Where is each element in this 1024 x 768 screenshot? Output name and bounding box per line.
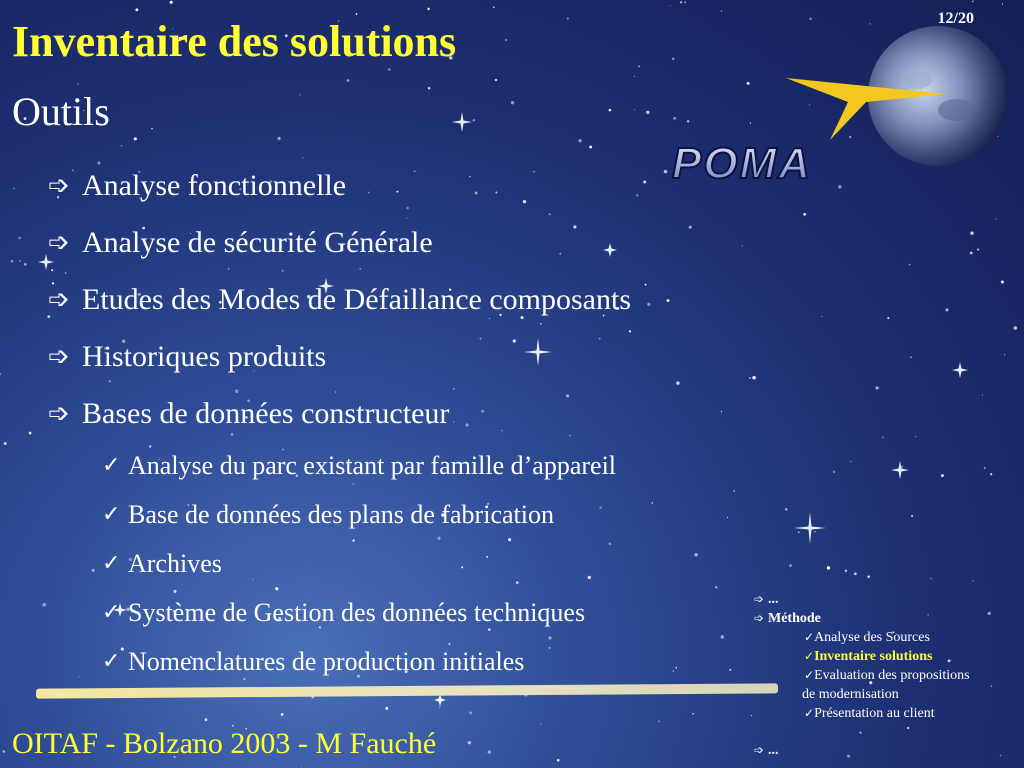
footer-text: OITAF - Bolzano 2003 - M Fauché bbox=[12, 727, 437, 760]
list-item: ➩ Analyse fonctionnelle bbox=[48, 164, 631, 221]
check-icon: ✓ bbox=[102, 551, 121, 576]
hand-arrow-icon: ➩ bbox=[48, 285, 70, 315]
slide-number: 12/20 bbox=[937, 10, 974, 27]
check-icon: ✓ bbox=[804, 668, 815, 682]
hand-arrow-icon: ➩ bbox=[48, 399, 70, 429]
check-icon: ✓ bbox=[804, 649, 815, 663]
list-item: ➩ Bases de données constructeur bbox=[48, 392, 631, 449]
check-icon: ✓ bbox=[804, 630, 815, 644]
nav-item-evaluation-cont: de modernisation bbox=[802, 687, 899, 702]
check-icon: ✓ bbox=[804, 706, 815, 720]
hand-arrow-icon: ➩ bbox=[754, 592, 765, 606]
check-icon: ✓ bbox=[102, 453, 121, 478]
hand-arrow-icon: ➩ bbox=[48, 342, 70, 372]
hand-arrow-icon: ➩ bbox=[754, 743, 765, 757]
nav-item-next[interactable]: ➩ ... bbox=[754, 743, 779, 758]
navigation-outline bbox=[748, 590, 970, 760]
list-item: ➩ Historiques produits bbox=[48, 335, 631, 392]
check-icon: ✓ bbox=[102, 600, 121, 625]
nav-item-evaluation[interactable]: ✓Evaluation des propositions bbox=[804, 668, 970, 683]
poma-logo bbox=[666, 18, 1006, 194]
sub-bullet-list bbox=[102, 446, 616, 691]
nav-item-sources[interactable]: ✓Analyse des Sources bbox=[804, 630, 930, 645]
nav-item-inventaire[interactable]: ✓Inventaire solutions bbox=[804, 649, 933, 664]
nav-item-previous[interactable]: ➩ ... bbox=[754, 592, 779, 607]
hand-arrow-icon: ➩ bbox=[754, 611, 765, 625]
list-item: ➩ Analyse de sécurité Générale bbox=[48, 221, 631, 278]
logo-wordmark: POMA bbox=[672, 139, 812, 188]
check-icon: ✓ bbox=[102, 502, 121, 527]
list-item: ✓ Système de Gestion des données techniques bbox=[102, 593, 616, 642]
hand-arrow-icon: ➩ bbox=[48, 228, 70, 258]
list-item: ✓ Analyse du parc existant par famille d’appareil bbox=[102, 446, 616, 495]
list-item: ✓ Archives bbox=[102, 544, 616, 593]
slide-subtitle: Outils bbox=[12, 89, 110, 134]
nav-item-presentation[interactable]: ✓Présentation au client bbox=[804, 706, 935, 721]
hand-arrow-icon: ➩ bbox=[48, 171, 70, 201]
list-item: ✓ Nomenclatures de production initiales bbox=[102, 642, 616, 691]
list-item: ➩ Etudes des Modes de Défaillance composants bbox=[48, 278, 631, 335]
main-bullet-list bbox=[48, 164, 631, 449]
list-item: ✓ Base de données des plans de fabrication bbox=[102, 495, 616, 544]
slide-title: Inventaire des solutions bbox=[12, 17, 457, 66]
check-icon: ✓ bbox=[102, 649, 121, 674]
nav-item-method[interactable]: ➩ Méthode bbox=[754, 611, 821, 626]
